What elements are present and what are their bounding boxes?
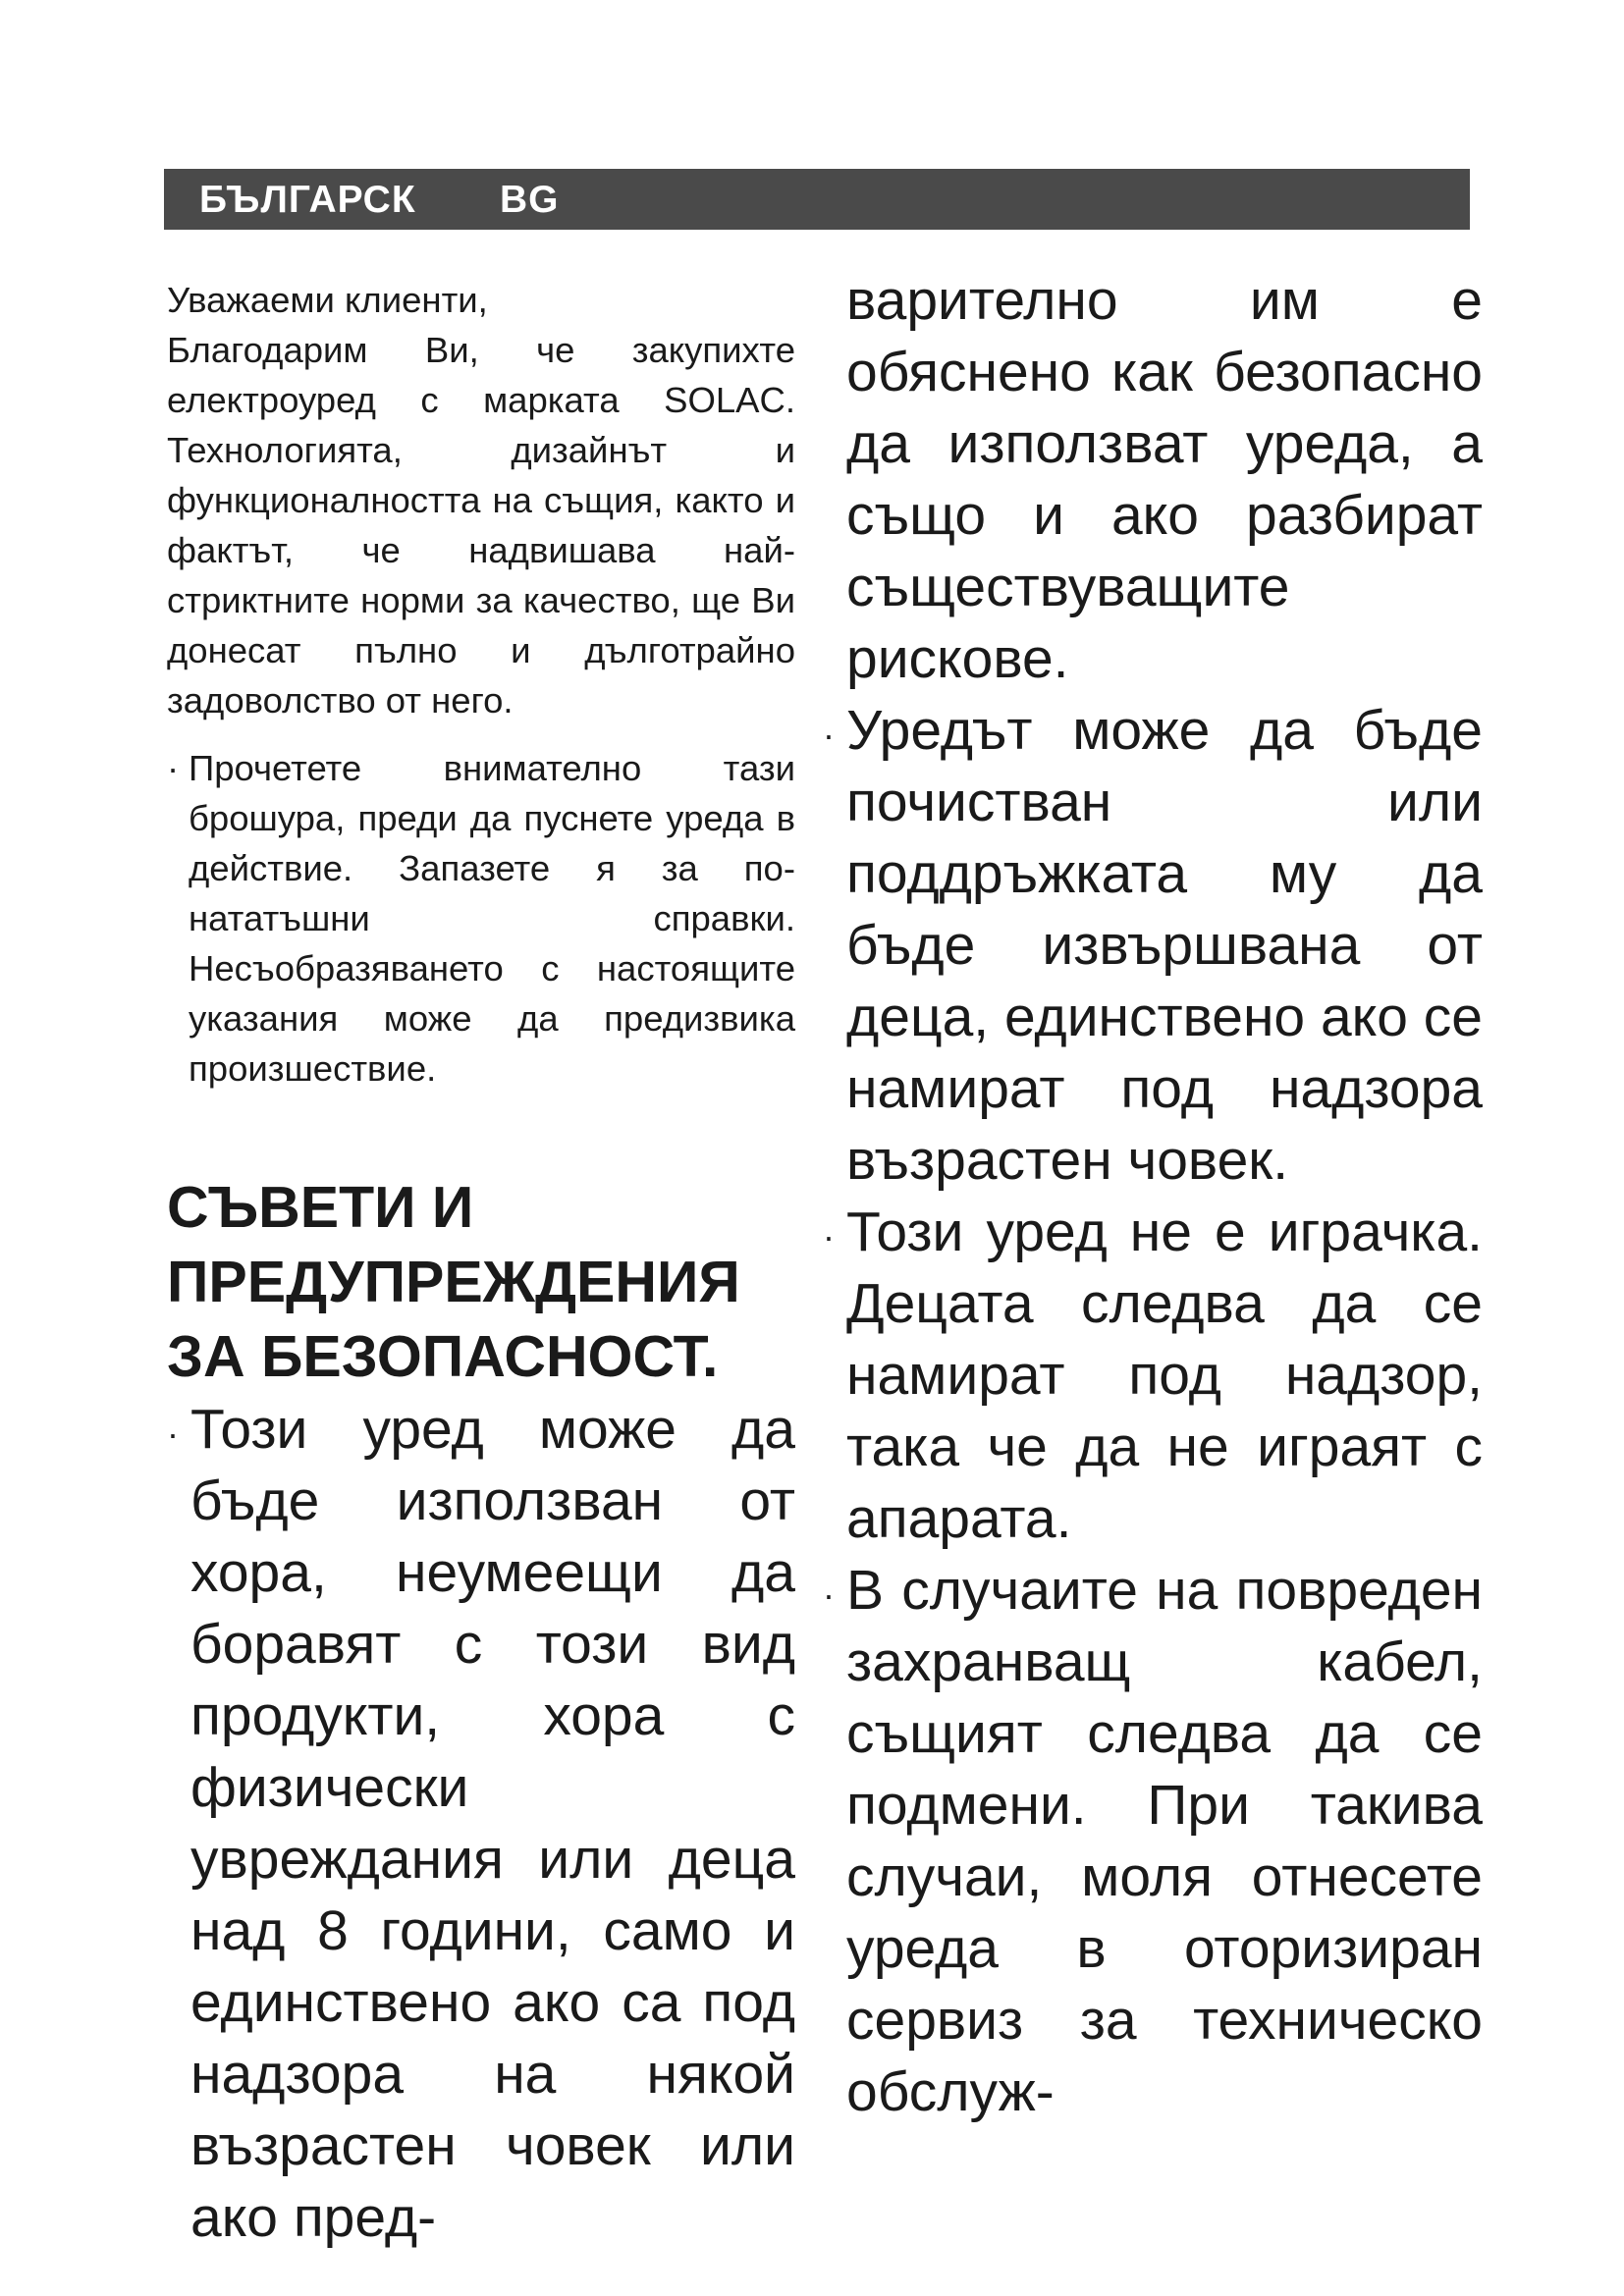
right-column <box>823 265 1483 2128</box>
bullet-dot-icon: · <box>823 1575 835 1615</box>
read-notice <box>167 743 795 1094</box>
left-column <box>167 275 795 2254</box>
safety-item-4 <box>823 1555 1483 2128</box>
read-notice-text: Прочетете внимателно тази брошура, преди да пуснете уреда в действие. Запазете я за по-нататъшни справки. Несъобразяването с настоящите указания може да предизвика произшествие. <box>189 748 795 1089</box>
bullet-dot-icon: · <box>167 748 180 788</box>
language-name: БЪЛГАРСК <box>199 179 416 221</box>
safety-item-2 <box>823 695 1483 1197</box>
safety-item-1-text: Този уред може да бъде използван от хора, неумеещи да боравят с този вид продукти, хора с физически увреждания или деца над 8 години, само и единствено ако са под надзора на някой възрастен човек или ако пред- <box>190 1398 795 2249</box>
safety-item-3 <box>823 1197 1483 1555</box>
bullet-dot-icon: · <box>823 1216 835 1256</box>
section-title: СЪВЕТИ И ПРЕДУПРЕЖДЕНИЯ ЗА БЕЗОПАСНОСТ. <box>167 1175 740 1389</box>
safety-item-2-text: Уредът може да бъде почистван или поддръжката му да бъде извършвана от деца, единствено ако се намират под надзора възрастен човек. <box>846 699 1483 1192</box>
language-code: BG <box>500 179 560 221</box>
bullet-dot-icon: · <box>167 1414 179 1454</box>
safety-item-3-text: Този уред не е играчка. Децата следва да се намират под надзор, така че да не играят с апарата. <box>846 1201 1483 1550</box>
safety-item-1-continued: варително им е обяснено как безопасно да използват уреда, а също и ако разбират съществуващите рискове. <box>846 269 1483 690</box>
safety-item-4-text: В случаите на повреден захранващ кабел, същият следва да се подмени. При такива случаи, моля отнесете уреда в оторизиран сервиз за техническо обслуж- <box>846 1559 1483 2123</box>
bullet-dot-icon: · <box>823 715 835 755</box>
intro-text <box>167 275 795 725</box>
intro-body: Благодарим Ви, че закупихте електроуред с марката SOLAC. Технологията, дизайнът и функционалността на същия, както и фактът, че надвишава най-стриктните норми за качество, ще Ви донесат пълно и дълготрайно задоволство от него. <box>167 330 795 721</box>
language-header-bar <box>164 169 1470 230</box>
safety-item-1 <box>167 1394 795 2254</box>
intro-greeting: Уважаеми клиенти, <box>167 280 488 320</box>
